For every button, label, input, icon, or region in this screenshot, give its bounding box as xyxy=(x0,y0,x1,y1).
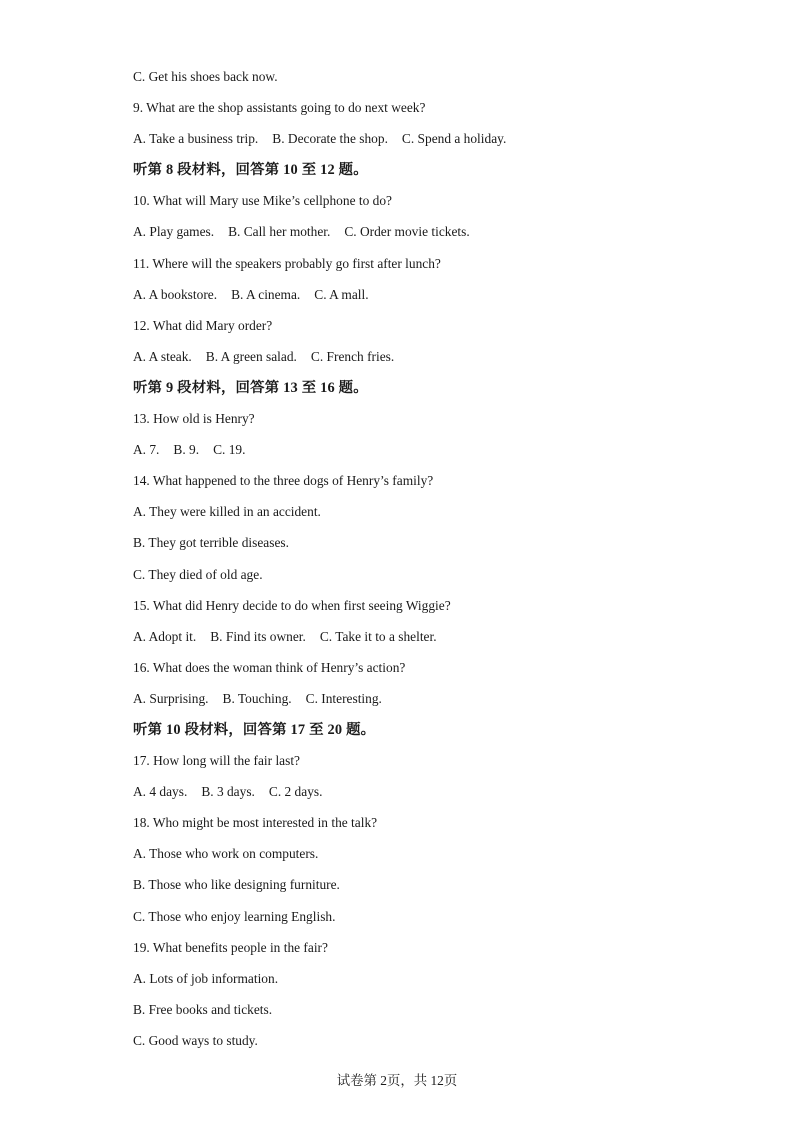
section-heading: 听第 10 段材料，回答第 17 至 20 题。 xyxy=(133,721,376,738)
answer-option: C. They died of old age. xyxy=(133,566,263,582)
answer-option: B. 3 days. xyxy=(201,784,255,800)
question-text: 16. What does the woman think of Henry’s action? xyxy=(133,659,406,675)
answer-option: A. Take a business trip. xyxy=(133,131,259,147)
answer-option: A. Surprising. xyxy=(133,690,209,706)
answer-option: C. 2 days. xyxy=(268,784,323,800)
question-text: 18. Who might be most interested in the talk? xyxy=(133,815,378,831)
answer-option: C. Take it to a shelter. xyxy=(319,628,437,644)
answer-option: C. Interesting. xyxy=(305,690,382,706)
answer-option: B. Free books and tickets. xyxy=(133,1001,273,1017)
answer-options-row xyxy=(133,781,753,812)
answer-option: B. They got terrible diseases. xyxy=(133,535,289,551)
answer-options-row xyxy=(133,439,753,470)
answer-option: B. A cinema. xyxy=(231,286,301,302)
answer-options-row xyxy=(133,346,753,377)
question-text: 9. What are the shop assistants going to do next week? xyxy=(133,100,426,116)
answer-option: B. Those who like designing furniture. xyxy=(133,877,340,893)
answer-options-row xyxy=(133,128,753,159)
answer-option: B. Call her mother. xyxy=(228,224,331,240)
answer-option: C. Good ways to study. xyxy=(133,1032,258,1048)
answer-option: C. Those who enjoy learning English. xyxy=(133,908,336,924)
answer-option: C. Order movie tickets. xyxy=(344,224,470,240)
answer-option: B. A green salad. xyxy=(205,348,297,364)
question-text: 13. How old is Henry? xyxy=(133,411,255,427)
answer-option: A. Lots of job information. xyxy=(133,970,279,986)
answer-option: C. Spend a holiday. xyxy=(401,131,507,147)
answer-option: A. A steak. xyxy=(133,348,192,364)
answer-option: B. Decorate the shop. xyxy=(272,131,388,147)
question-list xyxy=(133,66,753,1061)
answer-options-row xyxy=(133,284,753,315)
answer-options-row xyxy=(133,626,753,657)
section-heading: 听第 8 段材料，回答第 10 至 12 题。 xyxy=(133,162,368,179)
page-footer: 试卷第 2页，共 12页 xyxy=(336,1073,458,1088)
question-text: 14. What happened to the three dogs of Henry’s family? xyxy=(133,473,434,489)
question-text: 15. What did Henry decide to do when first seeing Wiggie? xyxy=(133,597,451,613)
question-text: 11. Where will the speakers probably go first after lunch? xyxy=(133,255,441,271)
answer-option: B. Touching. xyxy=(222,690,292,706)
answer-options-row xyxy=(133,688,753,719)
answer-option: A. A bookstore. xyxy=(133,286,218,302)
question-text: 10. What will Mary use Mike’s cellphone to do? xyxy=(133,193,392,209)
answer-option: A. Play games. xyxy=(133,224,215,240)
question-text: 12. What did Mary order? xyxy=(133,317,273,333)
answer-option: B. 9. xyxy=(173,442,200,458)
section-heading: 听第 9 段材料，回答第 13 至 16 题。 xyxy=(133,379,368,396)
answer-option: B. Find its owner. xyxy=(210,628,306,644)
answer-option: C. Get his shoes back now. xyxy=(133,69,278,84)
answer-option: C. 19. xyxy=(213,442,246,458)
answer-option: A. 4 days. xyxy=(133,784,188,800)
answer-option: C. A mall. xyxy=(314,286,369,302)
answer-option: A. Those who work on computers. xyxy=(133,846,319,862)
answer-option: C. French fries. xyxy=(310,348,395,364)
answer-option: A. Adopt it. xyxy=(133,628,197,644)
answer-option: A. They were killed in an accident. xyxy=(133,504,321,520)
answer-option: A. 7. xyxy=(133,442,160,458)
question-text: 17. How long will the fair last? xyxy=(133,753,300,769)
answer-options-row xyxy=(133,221,753,252)
question-text: 19. What benefits people in the fair? xyxy=(133,939,328,955)
